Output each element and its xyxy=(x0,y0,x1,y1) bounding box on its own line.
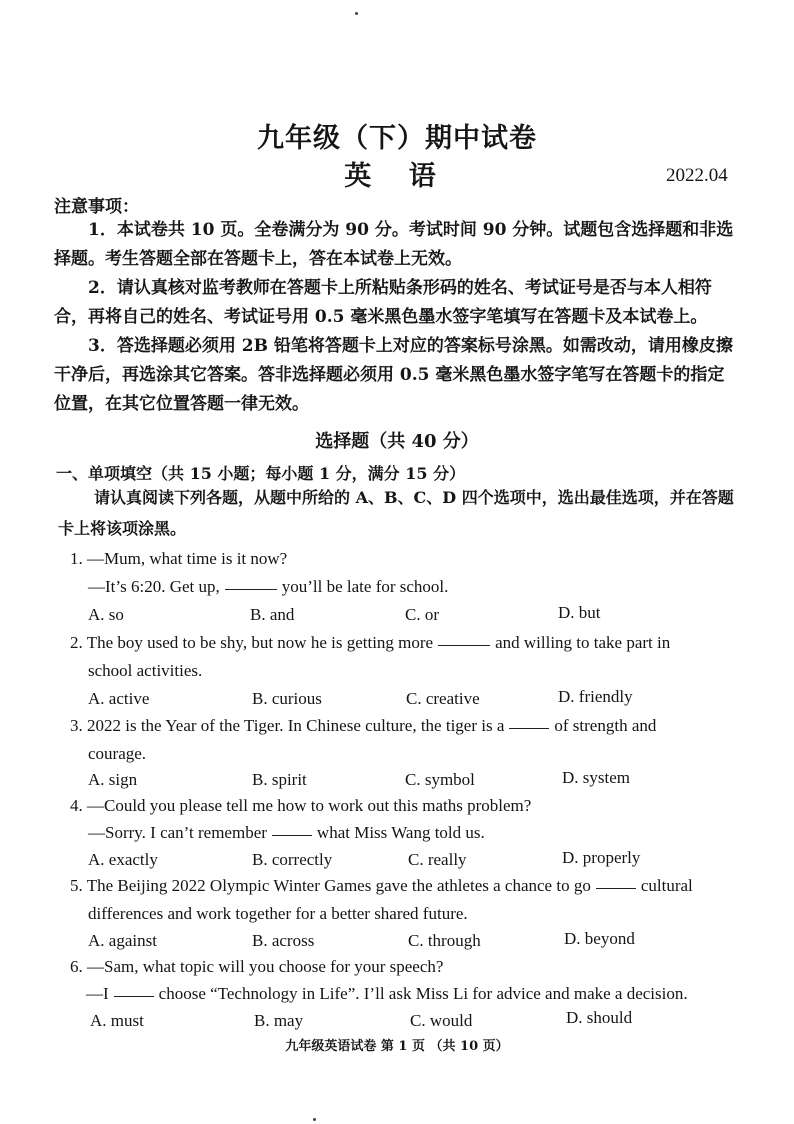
option-c: C. really xyxy=(408,850,467,869)
scan-speck xyxy=(355,12,358,15)
exam-subject: 英 语 xyxy=(344,161,450,192)
notice-item: 1．本试卷共 10 页。全卷满分为 90 分。考试时间 90 分钟。试题包含选择题和非选择题。考生答题全部在答题卡上，答在本试卷上无效。 xyxy=(54,220,734,269)
exam-title: 九年级（下）期中试卷 xyxy=(257,123,537,154)
question-line: courage. xyxy=(88,744,147,763)
question-line: —I choose “Technology in Life”. I’ll ask Miss Li for advice and make a decision. xyxy=(86,984,688,1003)
option-d: D. friendly xyxy=(558,687,633,706)
question-line: —It’s 6:20. Get up, you’ll be late for school. xyxy=(88,577,449,596)
question-stem: 4. —Could you please tell me how to work out this maths problem? xyxy=(70,796,532,815)
option-c: C. through xyxy=(408,931,481,950)
option-d: D. beyond xyxy=(564,929,635,948)
scan-speck xyxy=(313,1118,316,1121)
option-b: B. may xyxy=(254,1011,304,1030)
option-a: A. so xyxy=(88,605,124,624)
option-c: C. would xyxy=(410,1011,473,1030)
option-a: A. sign xyxy=(88,770,138,789)
section-title: 选择题（共 40 分） xyxy=(315,431,479,452)
page-footer: 九年级英语试卷 第 1 页 （共 10 页） xyxy=(285,1039,509,1054)
option-a: A. active xyxy=(88,689,150,708)
question-stem: 1. —Mum, what time is it now? xyxy=(70,549,288,568)
question-line: —Sorry. I can’t remember what Miss Wang told us. xyxy=(88,823,485,842)
question-stem: 6. —Sam, what topic will you choose for your speech? xyxy=(70,957,444,976)
answer-blank xyxy=(438,644,490,646)
option-b: B. correctly xyxy=(252,850,333,869)
notice-heading: 注意事项： xyxy=(54,197,139,217)
exam-date: 2022.04 xyxy=(666,165,728,186)
option-d: D. system xyxy=(562,768,630,787)
question-stem: 3. 2022 is the Year of the Tiger. In Chinese culture, the tiger is a of strength and xyxy=(70,716,657,735)
notice-item: 3．答选择题必须用 2B 铅笔将答题卡上对应的答案标号涂黑。如需改动，请用橡皮擦干净后，再选涂其它答案。答非选择题必须用 0.5 毫米黑色墨水签字笔写在答题卡的指定位置，在其它位置答题一律无效。 xyxy=(54,336,733,414)
option-b: B. across xyxy=(252,931,315,950)
answer-blank xyxy=(272,834,312,836)
notice-item: 2．请认真核对监考教师在答题卡上所粘贴条形码的姓名、考试证号是否与本人相符合，再将自己的姓名、考试证号用 0.5 毫米黑色墨水签字笔填写在答题卡及本试卷上。 xyxy=(54,278,712,327)
question-stem: 2. The boy used to be shy, but now he is getting more and willing to take part in xyxy=(70,633,671,652)
option-a: A. must xyxy=(90,1011,144,1030)
option-d: D. but xyxy=(558,603,601,622)
option-b: B. spirit xyxy=(252,770,307,789)
answer-blank xyxy=(225,588,277,590)
option-a: A. against xyxy=(88,931,157,950)
question-line: differences and work together for a better shared future. xyxy=(88,904,468,923)
option-b: B. and xyxy=(250,605,295,624)
option-d: D. properly xyxy=(562,848,641,867)
answer-blank xyxy=(596,887,636,889)
option-c: C. creative xyxy=(406,689,480,708)
answer-blank xyxy=(509,727,549,729)
option-a: A. exactly xyxy=(88,850,158,869)
question-stem: 5. The Beijing 2022 Olympic Winter Games gave the athletes a chance to go cultural xyxy=(70,876,693,895)
question-line: school activities. xyxy=(88,661,203,680)
option-d: D. should xyxy=(566,1008,633,1027)
option-c: C. or xyxy=(405,605,439,624)
option-c: C. symbol xyxy=(405,770,475,789)
option-b: B. curious xyxy=(252,689,322,708)
answer-blank xyxy=(114,995,154,997)
part-title: 一、单项填空（共 15 小题；每小题 1 分，满分 15 分） xyxy=(56,464,466,483)
part-instruction: 请认真阅读下列各题，从题中所给的 A、B、C、D 四个选项中，选出最佳选项，并在答题卡上将该项涂黑。 xyxy=(58,488,734,538)
